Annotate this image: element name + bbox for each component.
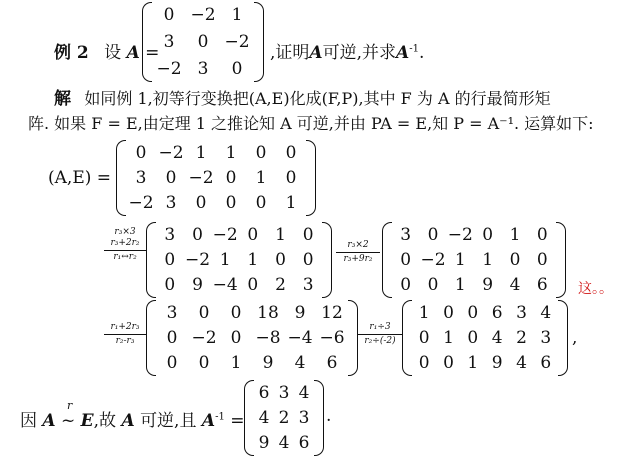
matrix-cell: 0 <box>225 193 237 214</box>
step3-matrix <box>146 300 358 376</box>
matrix-cell: 0 <box>400 250 412 270</box>
conclusion-text-2: ,故 <box>93 411 117 431</box>
left-bracket <box>142 2 152 82</box>
conclusion-Ainv-symbol: A <box>201 411 216 431</box>
row-ops-1 <box>104 227 146 263</box>
matrix-cell: 1 <box>482 250 494 270</box>
step4-comma: , <box>572 328 578 348</box>
matrix-cell: 0 <box>192 224 203 245</box>
left-bracket <box>382 222 392 298</box>
row-operation: r₂-r₃ <box>115 336 135 346</box>
matrix-cell: −6 <box>319 328 345 348</box>
matrix-cell: 1 <box>418 302 430 323</box>
conclusion-A2-symbol: A <box>121 411 135 431</box>
matrix-cell: 9 <box>482 275 494 296</box>
red-annotation: 这。。 <box>578 281 613 297</box>
matrix-cell: 0 <box>536 224 548 245</box>
right-bracket <box>558 300 568 376</box>
left-bracket <box>244 380 254 456</box>
matrix-cell: 0 <box>285 142 297 163</box>
matrix-cell: −4 <box>212 275 238 296</box>
matrix-cell: 0 <box>509 250 521 270</box>
matrix-cell: 0 <box>247 275 259 296</box>
matrix-cell: 0 <box>230 328 242 348</box>
matrix-cell: −2 <box>184 250 211 270</box>
matrix-cell: 4 <box>298 382 310 403</box>
matrix-cell: 0 <box>225 168 237 188</box>
equals-sign: = <box>145 43 160 63</box>
transform-arrow-line <box>358 334 402 335</box>
matrix-cell: 4 <box>540 302 552 323</box>
right-bracket <box>556 222 566 298</box>
matrix-cell: 0 <box>443 353 454 374</box>
row-equiv-tilde: ~ <box>61 411 76 431</box>
example-pre-text: 设 <box>104 43 122 63</box>
matrix-cell: 0 <box>467 328 479 348</box>
right-bracket <box>314 380 324 456</box>
matrix-cell: 3 <box>166 302 178 323</box>
row-operation: r₂÷(-2) <box>364 336 396 346</box>
matrix-cell: 0 <box>255 193 267 214</box>
conclusion-end: . <box>326 406 332 426</box>
matrix-cell: 0 <box>163 5 175 26</box>
matrix-cell: 3 <box>164 224 176 245</box>
matrix-cell: 0 <box>418 353 430 374</box>
conclusion-pre: 因 <box>20 411 37 431</box>
matrix-cell: 12 <box>321 302 343 323</box>
row-operation: r₃+2r₂ <box>110 238 140 248</box>
matrix-cell: 1 <box>275 224 286 245</box>
matrix-cell: 0 <box>302 224 314 245</box>
matrix-cell: 1 <box>443 328 454 348</box>
left-bracket <box>146 300 156 376</box>
question-text-2: 可逆,并求 <box>322 43 397 63</box>
conclusion-A-symbol: A <box>42 411 56 431</box>
matrix-cell: −2 <box>156 58 182 79</box>
transform-arrow-line <box>336 252 380 253</box>
matrix-cell: 0 <box>427 224 439 245</box>
matrix-cell: −2 <box>420 250 446 270</box>
matrix-cell: 3 <box>298 408 310 428</box>
matrix-cell: 6 <box>298 433 310 454</box>
matrix-cell: 6 <box>326 353 338 374</box>
matrix-cell: 0 <box>275 250 286 270</box>
matrix-cell: −2 <box>190 5 216 26</box>
matrix-cell: 2 <box>275 275 286 296</box>
conclusion-equals: = <box>230 411 245 431</box>
matrix-cell: 1 <box>454 275 466 296</box>
matrix-cell: −2 <box>158 142 184 163</box>
matrix-A-symbol: A <box>126 43 140 63</box>
matrix-cell: −2 <box>447 224 473 245</box>
question-A-symbol: A <box>309 43 323 63</box>
question-inverse-sup: -1 <box>409 43 419 55</box>
matrix-cell: 1 <box>225 142 237 163</box>
matrix-cell: −2 <box>224 32 250 52</box>
matrix-cell: 0 <box>302 250 314 270</box>
matrix-cell: 0 <box>443 302 454 323</box>
example-label: 例 2 <box>54 43 89 63</box>
matrix-cell: 1 <box>247 250 259 270</box>
matrix-cell: −2 <box>191 328 217 348</box>
step4-matrix <box>402 300 568 376</box>
matrix-cell: −2 <box>188 168 214 188</box>
right-bracket <box>348 300 358 376</box>
matrix-cell: 3 <box>278 382 290 403</box>
matrix-cell: 2 <box>516 328 527 348</box>
matrix-cell: 3 <box>197 58 209 79</box>
matrix-cell: 0 <box>231 58 243 79</box>
matrix-cell: 0 <box>255 142 267 163</box>
matrix-cell: 0 <box>166 353 178 374</box>
matrix-cell: 4 <box>278 433 290 454</box>
matrix-cell: −2 <box>212 224 238 245</box>
matrix-cell: 0 <box>165 168 177 188</box>
matrix-cell: 0 <box>400 275 412 296</box>
row-equiv-r: r <box>67 399 73 412</box>
matrix-cell: 0 <box>135 142 147 163</box>
row-ops-3 <box>104 322 146 347</box>
matrix-cell: −8 <box>255 328 281 348</box>
matrix-cell: 9 <box>491 353 503 374</box>
matrix-cell: 0 <box>197 32 209 52</box>
matrix-cell: 2 <box>278 408 290 428</box>
matrix-cell: 6 <box>491 302 503 323</box>
matrix-cell: 18 <box>257 302 279 323</box>
question-end: . <box>418 43 425 63</box>
left-bracket <box>116 140 126 216</box>
matrix-cell: 9 <box>294 302 306 323</box>
matrix-cell: 0 <box>166 328 178 348</box>
matrix-cell: 0 <box>285 168 297 188</box>
conclusion-text-3: 可逆,且 <box>140 411 197 431</box>
matrix-cell: 1 <box>509 224 521 245</box>
inverse-matrix <box>244 380 324 456</box>
row-operation: r₁↔r₂ <box>113 252 137 262</box>
matrix-cell: 1 <box>230 353 242 374</box>
matrix-cell: 4 <box>294 353 306 374</box>
matrix-cell: 3 <box>163 32 175 52</box>
matrix-cell: 9 <box>262 353 274 374</box>
matrix-cell: 0 <box>427 275 439 296</box>
matrix-cell: 0 <box>482 224 494 245</box>
matrix-cell: 3 <box>302 275 314 296</box>
matrix-cell: 1 <box>219 250 231 270</box>
matrix-cell: 0 <box>164 275 176 296</box>
matrix-cell: 0 <box>230 302 242 323</box>
solution-text-1: 如同例 1,初等行变换把(A,E)化成(F,P),其中 F 为 A 的行最简形矩 <box>84 89 551 108</box>
conclusion-inverse-sup: -1 <box>215 411 225 423</box>
matrix-cell: 1 <box>285 193 297 214</box>
matrix-cell: 6 <box>258 382 270 403</box>
matrix-cell: 6 <box>536 275 548 296</box>
row-operation: r₁÷3 <box>369 322 391 332</box>
question-text-1: ,证明 <box>270 43 310 63</box>
matrix-cell: 6 <box>540 353 552 374</box>
solution-line-1 <box>54 84 551 109</box>
matrix-cell: 4 <box>491 328 503 348</box>
row-ops-4 <box>358 322 402 347</box>
row-operation: r₃×3 <box>114 227 136 237</box>
solution-text-2: 阵. 如果 F = E,由定理 1 之推论知 A 可逆,并由 PA = E,知 P = A⁻¹. 运算如下: <box>28 114 594 133</box>
matrix-cell: 0 <box>198 353 210 374</box>
matrix-cell: 0 <box>195 193 207 214</box>
matrix-cell: 9 <box>192 275 203 296</box>
matrix-cell: 4 <box>516 353 527 374</box>
conclusion-E-symbol: E <box>80 411 94 431</box>
matrix-cell: 1 <box>454 250 466 270</box>
matrix-cell: 3 <box>516 302 527 323</box>
solution-label: 解 <box>54 89 71 109</box>
left-bracket <box>402 300 412 376</box>
matrix-cell: 0 <box>467 302 479 323</box>
matrix-cell: 0 <box>164 250 176 270</box>
step2-matrix <box>382 222 566 298</box>
matrix-cell: 4 <box>509 275 521 296</box>
row-operation: r₃×2 <box>347 240 369 250</box>
matrix-cell: 1 <box>467 353 479 374</box>
matrix-cell: 1 <box>195 142 207 163</box>
left-bracket <box>146 222 156 298</box>
right-bracket <box>254 2 264 82</box>
matrix-cell: 3 <box>540 328 552 348</box>
matrix-cell: 0 <box>198 302 210 323</box>
transform-arrow-line <box>104 334 146 335</box>
right-bracket <box>322 222 332 298</box>
step1-matrix <box>146 222 332 298</box>
matrix-cell: 3 <box>135 168 147 188</box>
matrix-A <box>142 2 264 82</box>
matrix-cell: −4 <box>287 328 313 348</box>
row-ops-2 <box>336 240 380 265</box>
matrix-cell: 1 <box>231 5 243 26</box>
matrix-cell: 4 <box>258 408 270 428</box>
row-operation: r₃+9r₂ <box>343 254 373 264</box>
augmented-lhs: (A,E) = <box>48 168 112 188</box>
example-question <box>270 38 424 63</box>
row-operation: r₁+2r₃ <box>110 322 140 332</box>
right-bracket <box>306 140 316 216</box>
question-Ainv-symbol: A <box>396 43 410 63</box>
matrix-cell: 3 <box>165 193 177 214</box>
matrix-cell: 3 <box>400 224 412 245</box>
conclusion-text <box>20 399 245 431</box>
matrix-cell: 1 <box>255 168 267 188</box>
matrix-cell: 9 <box>258 433 270 454</box>
transform-arrow-line <box>104 250 146 251</box>
matrix-cell: 0 <box>247 224 259 245</box>
matrix-cell: −2 <box>128 193 154 214</box>
matrix-cell: 0 <box>536 250 548 270</box>
augmented-matrix <box>116 140 316 216</box>
matrix-cell: 0 <box>418 328 430 348</box>
